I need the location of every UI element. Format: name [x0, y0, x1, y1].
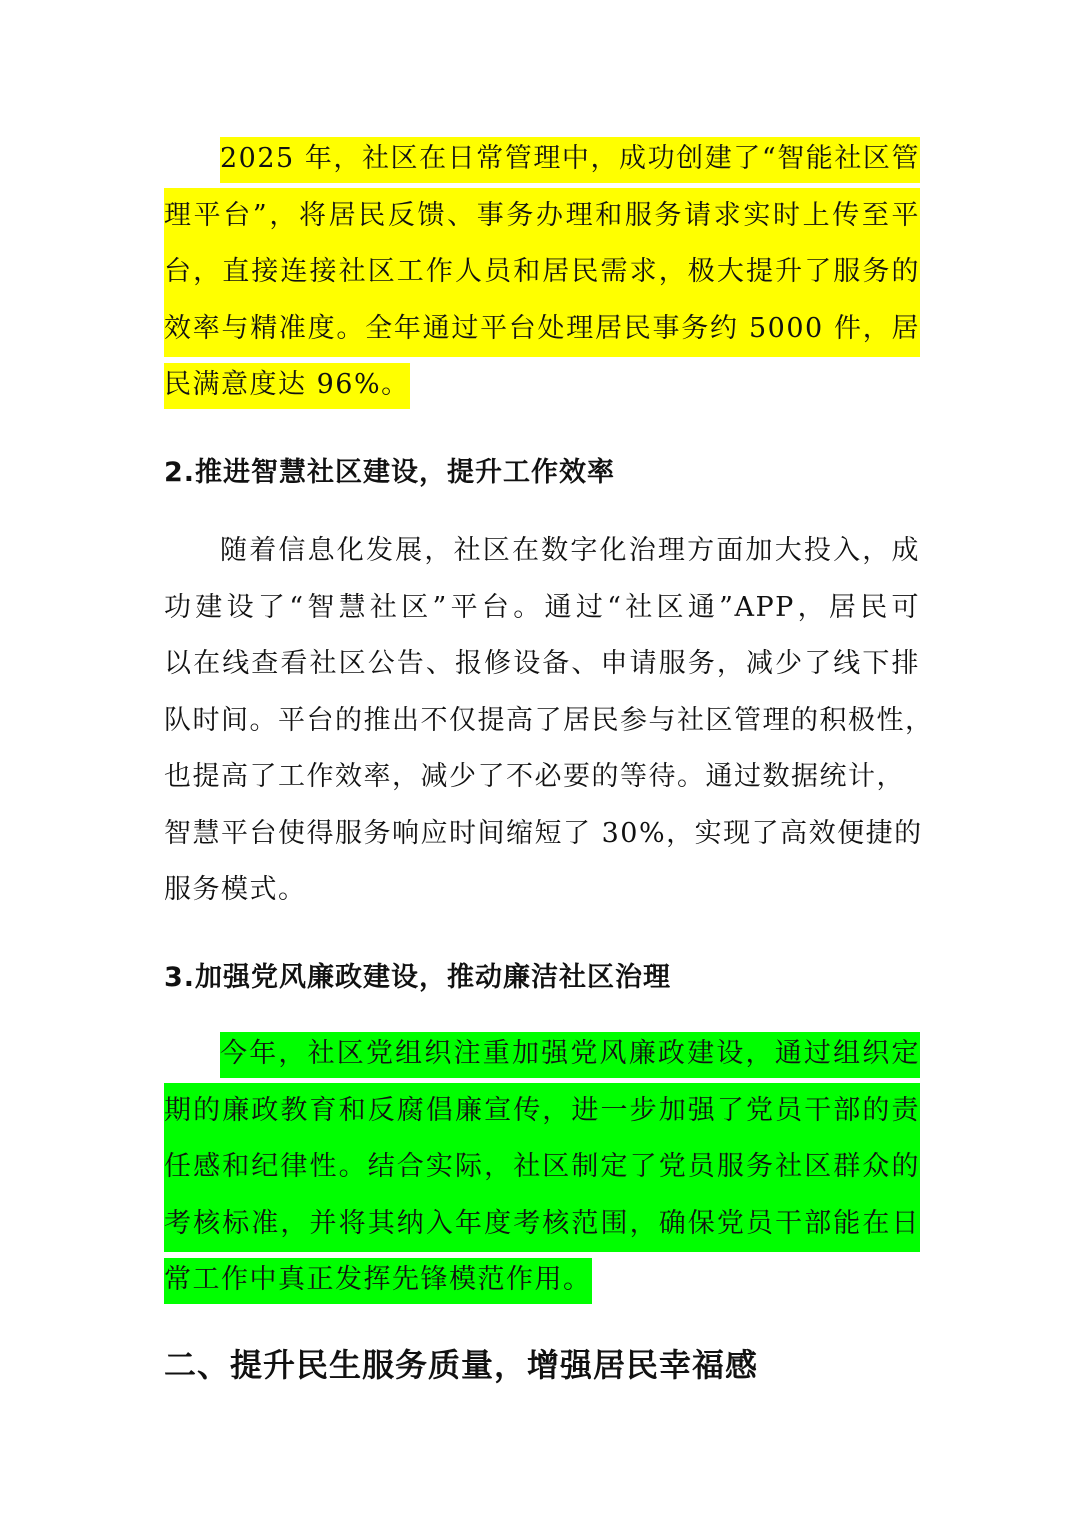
paragraph-party-integrity — [164, 1026, 920, 1309]
paragraph-line: 台，直接连接社区工作人员和居民需求，极大提升了服务的 — [164, 244, 920, 301]
paragraph-line: 以在线查看社区公告、报修设备、申请服务，减少了线下排 — [164, 648, 920, 679]
paragraph-line: 任感和纪律性。结合实际，社区制定了党员服务社区群众的 — [164, 1139, 920, 1196]
paragraph-line: 功建设了“智慧社区”平台。通过“社区通”APP，居民可 — [164, 591, 920, 623]
paragraph-line: 智慧平台使得服务响应时间缩短了 30%，实现了高效便捷的 — [164, 817, 923, 849]
paragraph-line: 理平台”，将居民反馈、事务办理和服务请求实时上传至平 — [164, 188, 920, 245]
paragraph-line: 队时间。平台的推出不仅提高了居民参与社区管理的积极性， — [164, 704, 934, 736]
paragraph-line: 服务模式。 — [164, 874, 307, 905]
paragraph-smart-platform — [164, 131, 920, 414]
section-heading-2: 2.推进智慧社区建设，提升工作效率 — [164, 457, 616, 488]
paragraph-line: 考核标准，并将其纳入年度考核范围，确保党员干部能在日 — [164, 1196, 920, 1253]
section-heading-3: 3.加强党风廉政建设，推动廉洁社区治理 — [164, 962, 672, 993]
paragraph-line: 常工作中真正发挥先锋模范作用。 — [164, 1252, 920, 1309]
paragraph-line: 随着信息化发展，社区在数字化治理方面加大投入，成 — [220, 535, 920, 566]
paragraph-line: 期的廉政教育和反腐倡廉宣传，进一步加强了党员干部的责 — [164, 1083, 920, 1140]
paragraph-smart-community — [164, 523, 934, 919]
paragraph-line: 也提高了工作效率，减少了不必要的等待。通过数据统计， — [164, 761, 905, 792]
paragraph-line: 2025 年，社区在日常管理中，成功创建了“智能社区管 — [164, 131, 920, 188]
paragraph-line: 今年，社区党组织注重加强党风廉政建设，通过组织定 — [164, 1026, 920, 1083]
paragraph-line: 效率与精准度。全年通过平台处理居民事务约 5000 件，居 — [164, 301, 920, 358]
paragraph-line: 民满意度达 96%。 — [164, 357, 920, 414]
chapter-heading: 二、提升民生服务质量，增强居民幸福感 — [164, 1346, 759, 1384]
